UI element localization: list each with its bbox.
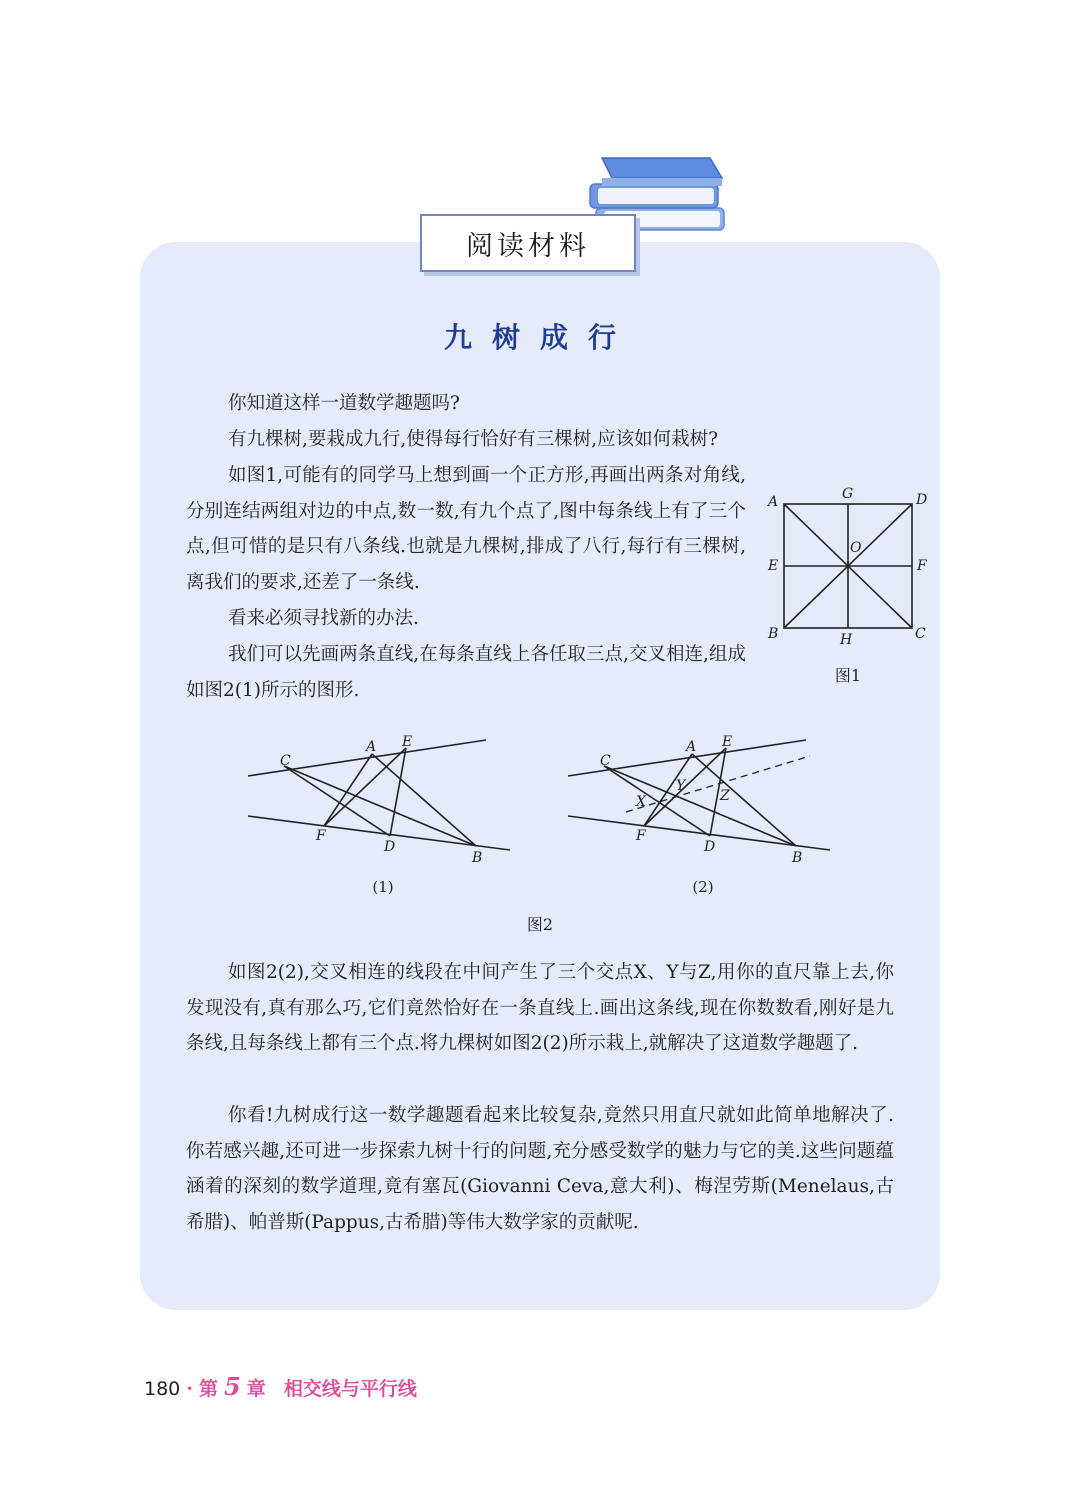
paragraph-6: 如图2(2),交叉相连的线段在中间产生了三个交点X、Y与Z,用你的直尺靠上去,你发现没有,真有那么巧,它们竟然恰好在一条直线上.画出这条线,现在你数数看,刚好是九条线,且每条线上都有三个点.将九棵树如图2(2)所示栽上,就解决了这道数学趣题了. (186, 962, 894, 1055)
label-c: C (915, 626, 926, 642)
paragraph-2: 有九棵树,要栽成九行,使得每行恰好有三棵树,应该如何栽树? (228, 429, 719, 450)
paragraph-1: 你知道这样一道数学趣题吗? (228, 393, 460, 414)
label-b: B (768, 626, 779, 642)
label-e: E (768, 558, 779, 574)
reading-material-tag (420, 214, 636, 272)
label-f: F (316, 828, 326, 844)
label-a: A (686, 739, 697, 755)
label-c: C (600, 753, 611, 769)
chapter-prefix: 第 (198, 1378, 218, 1400)
label-a: A (366, 739, 377, 755)
segment-a-f (324, 754, 372, 826)
segment-a-b (692, 754, 796, 846)
figure-2-2-caption: (2) (692, 878, 714, 896)
label-d: D (384, 839, 396, 855)
label-g: G (842, 486, 854, 502)
footer-separator: · (186, 1378, 193, 1400)
segment-a-b (372, 754, 476, 846)
label-c: C (280, 753, 291, 769)
label-d: D (916, 492, 928, 508)
label-y: Y (676, 778, 686, 794)
segment-c-d (284, 766, 390, 836)
figure-1-square (762, 482, 932, 648)
label-a: A (768, 494, 779, 510)
label-z: Z (720, 788, 730, 804)
label-b: B (472, 850, 483, 866)
figure-1-caption: 图1 (834, 666, 862, 685)
tag-label: 阅读材料 (466, 230, 590, 262)
label-e: E (402, 734, 413, 750)
chapter-suffix: 章 (246, 1378, 266, 1400)
lower-line (568, 816, 830, 850)
label-x: X (636, 794, 646, 810)
chapter-number: 5 (224, 1372, 241, 1401)
paragraph-4: 看来必须寻找新的办法. (228, 608, 419, 629)
segment-c-b (604, 766, 796, 846)
label-f: F (636, 828, 646, 844)
label-h: H (840, 632, 853, 648)
dashed-line-xyz (626, 756, 810, 812)
figure-2-1 (240, 728, 520, 868)
paragraph-3: 如图1,可能有的同学马上想到画一个正方形,再画出两条对角线,分别连结两组对边的中点,数一数,有九个点了,图中每条线上有了三个点,但可惜的是只有八条线.也就是九棵树,排成了八行,每行有三棵树,离我们的要求,还差了一条线. (186, 465, 746, 593)
label-b: B (792, 850, 803, 866)
page-footer (144, 1372, 417, 1401)
figure-2-2 (560, 728, 840, 868)
label-e: E (722, 734, 733, 750)
figure-2-caption: 图2 (526, 915, 554, 934)
chapter-title: 相交线与平行线 (283, 1378, 417, 1400)
label-d: D (704, 839, 716, 855)
article-title: 九树成行 (443, 321, 636, 354)
paragraph-5: 我们可以先画两条直线,在每条直线上各任取三点,交叉相连,组成如图2(1)所示的图形. (186, 644, 746, 701)
segment-c-d (604, 766, 710, 836)
segment-c-b (284, 766, 476, 846)
page-number: 180 (144, 1378, 181, 1400)
lower-line (248, 816, 510, 850)
paragraph-7: 你看!九树成行这一数学趣题看起来比较复杂,竟然只用直尺就如此简单地解决了.你若感兴趣,还可进一步探索九树十行的问题,充分感受数学的魅力与它的美.这些问题蕴涵着的深刻的数学道理,竟有塞瓦(Giovanni Ceva,意大利)、梅涅劳斯(Menelaus,古希腊)、帕普斯(Pappus,古希腊)等伟大数学家的贡献呢. (186, 1105, 894, 1233)
label-f: F (917, 558, 927, 574)
figure-2-1-caption: (1) (372, 878, 394, 896)
label-o: O (850, 540, 862, 556)
